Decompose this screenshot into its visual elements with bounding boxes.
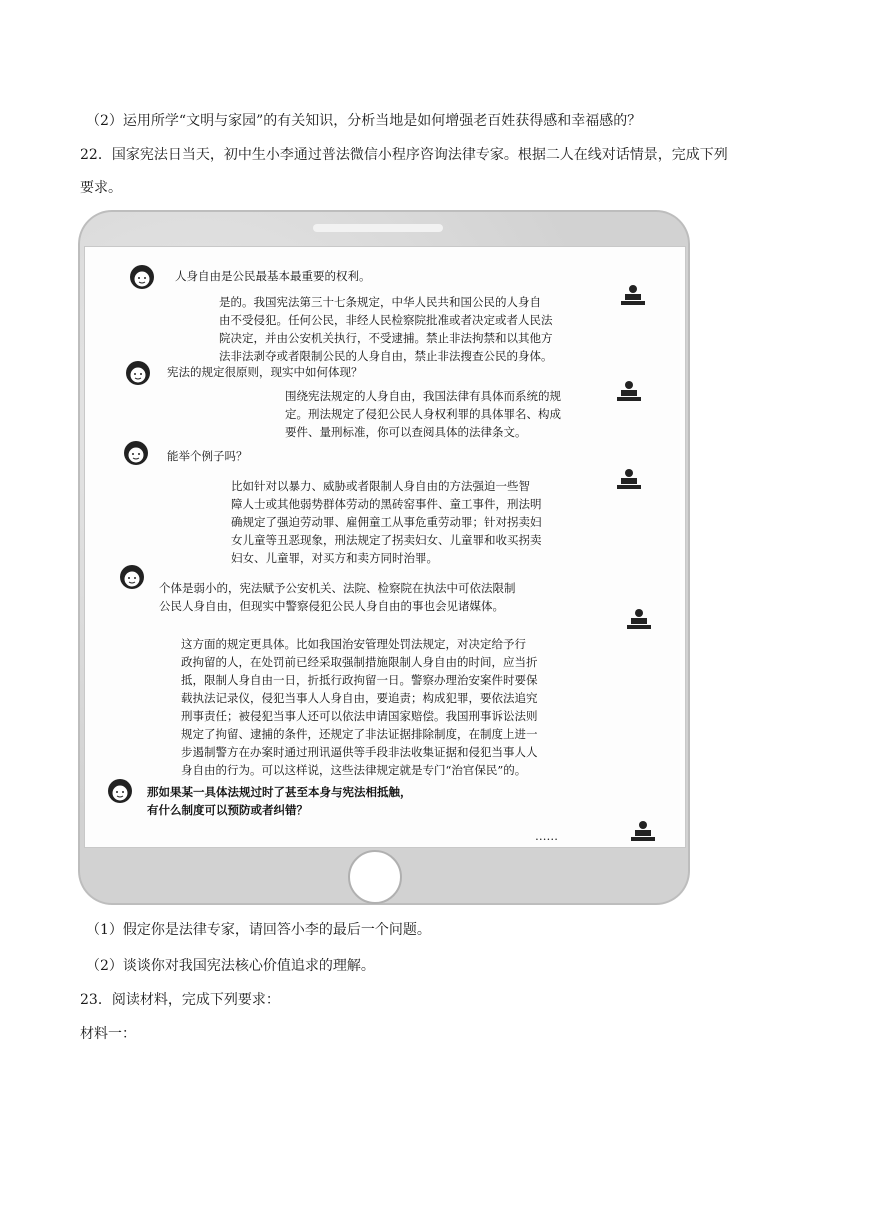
chat-msg-student-1: 人身自由是公民最基本最重要的权利。 <box>175 269 371 283</box>
q22-stem-line2: 要求。 <box>80 180 122 196</box>
expert-avatar-icon <box>629 819 657 845</box>
student-avatar-icon <box>123 359 153 389</box>
q23-stem: 23．阅读材料，完成下列要求： <box>80 992 280 1008</box>
material-1-label: 材料一： <box>80 1026 136 1042</box>
chat-msg-student-4: 个体是弱小的，宪法赋予公安机关、法院、检察院在执法中可依法限制 公民人身自由，但现实中警察侵犯公民人身自由的事也会见诸媒体。 <box>159 581 516 613</box>
chat-msg-expert-4: 这方面的规定更具体。比如我国治安管理处罚法规定，对决定给予行 政拘留的人，在处罚前已经采取强制措施限制人身自由的时间，应当折 抵，限制人身自由一日，折抵行政拘留一日。警察办理治安案件时要保 载执法记录仪，侵犯当事人人身自由，要追责；构成犯罪，要依法追究 刑事责任；被侵犯当事人还可以依法申请国家赔偿。我国刑事诉讼法则 规定了拘留、逮捕的条件，还规定了非法证据排除制度，在制度上进一 步遏制警方在办案时通过刑讯逼供等手段非法收集证据和侵犯当事人人 身自由的行为。可以这样说，这些法律规定就是专门“治官保民”的。 <box>181 637 538 777</box>
expert-avatar-icon <box>615 467 643 493</box>
phone-chat-image <box>78 210 690 905</box>
q21-subquestion-2: （2）运用所学“文明与家园”的有关知识，分析当地是如何增强老百姓获得感和幸福感的？ <box>86 113 642 129</box>
phone-home-button <box>348 850 402 904</box>
student-avatar-icon <box>105 777 135 807</box>
student-avatar-icon <box>121 439 151 469</box>
chat-msg-expert-1: 是的。我国宪法第三十七条规定，中华人民共和国公民的人身自 由不受侵犯。任何公民，非经人民检察院批准或者决定或者人民法 院决定，并由公安机关执行，不受逮捕。禁止非法拘禁和以其他方 法非法剥夺或者限制公民的人身自由，禁止非法搜查公民的身体。 <box>219 295 553 363</box>
chat-msg-expert-3: 比如针对以暴力、威胁或者限制人身自由的方法强迫一些智 障人士或其他弱势群体劳动的黑砖窑事件、童工事件，刑法明 确规定了强迫劳动罪、雇佣童工从事危重劳动罪；针对拐卖妇 女儿童等丑恶现象，刑法规定了拐卖妇女、儿童罪和收买拐卖 妇女、儿童罪，对买方和卖方同时治罪。 <box>231 479 542 565</box>
chat-msg-student-5: 那如果某一具体法规过时了甚至本身与宪法相抵触， 有什么制度可以预防或者纠错？ <box>147 785 412 817</box>
chat-msg-expert-2: 围绕宪法规定的人身自由，我国法律有具体而系统的规 定。刑法规定了侵犯公民人身权利罪的具体罪名、构成 要件、量刑标准，你可以查阅具体的法律条文。 <box>285 389 561 439</box>
q22-subquestion-2: （2）谈谈你对我国宪法核心价值追求的理解。 <box>86 958 375 974</box>
expert-avatar-icon <box>615 379 643 405</box>
chat-msg-expert-5: …… <box>535 829 558 843</box>
expert-avatar-icon <box>619 283 647 309</box>
chat-msg-student-2: 宪法的规定很原则，现实中如何体现？ <box>167 365 363 379</box>
q22-subquestion-1: （1）假定你是法律专家，请回答小李的最后一个问题。 <box>86 922 431 938</box>
chat-msg-student-3: 能举个例子吗？ <box>167 449 248 463</box>
student-avatar-icon <box>127 263 157 293</box>
student-avatar-icon <box>117 563 147 593</box>
q22-stem-line1: 22．国家宪法日当天，初中生小李通过普法微信小程序咨询法律专家。根据二人在线对话情景，完成下列 <box>80 147 728 163</box>
expert-avatar-icon <box>625 607 653 633</box>
chat-screen <box>84 246 686 848</box>
phone-speaker <box>313 224 443 232</box>
